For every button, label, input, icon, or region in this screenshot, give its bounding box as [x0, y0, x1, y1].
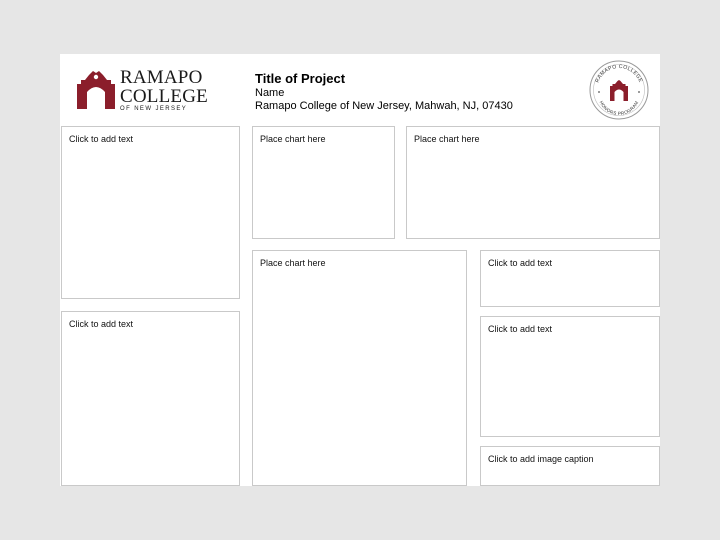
seal-top-text: RAMAPO COLLEGE	[594, 63, 644, 84]
placeholder-text: Click to add text	[69, 319, 134, 329]
honors-program-seal	[588, 59, 650, 121]
chart-box-center[interactable]	[252, 250, 467, 486]
placeholder-text: Click to add text	[488, 258, 553, 268]
placeholder-text: Click to add text	[69, 134, 134, 144]
logo-word-ramapo: RAMAPO	[120, 67, 203, 88]
seal-bottom-text: HONORS PROGRAM	[598, 100, 640, 117]
project-title[interactable]: Title of Project	[255, 71, 346, 86]
ramapo-logo	[76, 68, 206, 112]
college-arch-icon	[76, 70, 116, 110]
chart-box-top-middle[interactable]	[252, 126, 395, 239]
placeholder-text: Click to add text	[488, 324, 553, 334]
image-caption-box[interactable]	[480, 446, 660, 486]
text-box-right-2[interactable]	[480, 316, 660, 437]
affiliation[interactable]: Ramapo College of New Jersey, Mahwah, NJ, 07430	[255, 100, 513, 112]
chart-box-top-right[interactable]	[406, 126, 660, 239]
text-box-right-1[interactable]	[480, 250, 660, 307]
poster-header	[255, 71, 513, 113]
placeholder-text: Place chart here	[414, 134, 480, 144]
text-box-left-top[interactable]	[61, 126, 240, 299]
author-name[interactable]: Name	[255, 87, 285, 99]
logo-word-college: COLLEGE	[120, 86, 208, 107]
placeholder-text: Place chart here	[260, 134, 326, 144]
text-box-left-bottom[interactable]	[61, 311, 240, 486]
placeholder-text: Place chart here	[260, 258, 326, 268]
placeholder-text: Click to add image caption	[488, 454, 594, 464]
logo-word-new-jersey: OF NEW JERSEY	[120, 106, 188, 112]
